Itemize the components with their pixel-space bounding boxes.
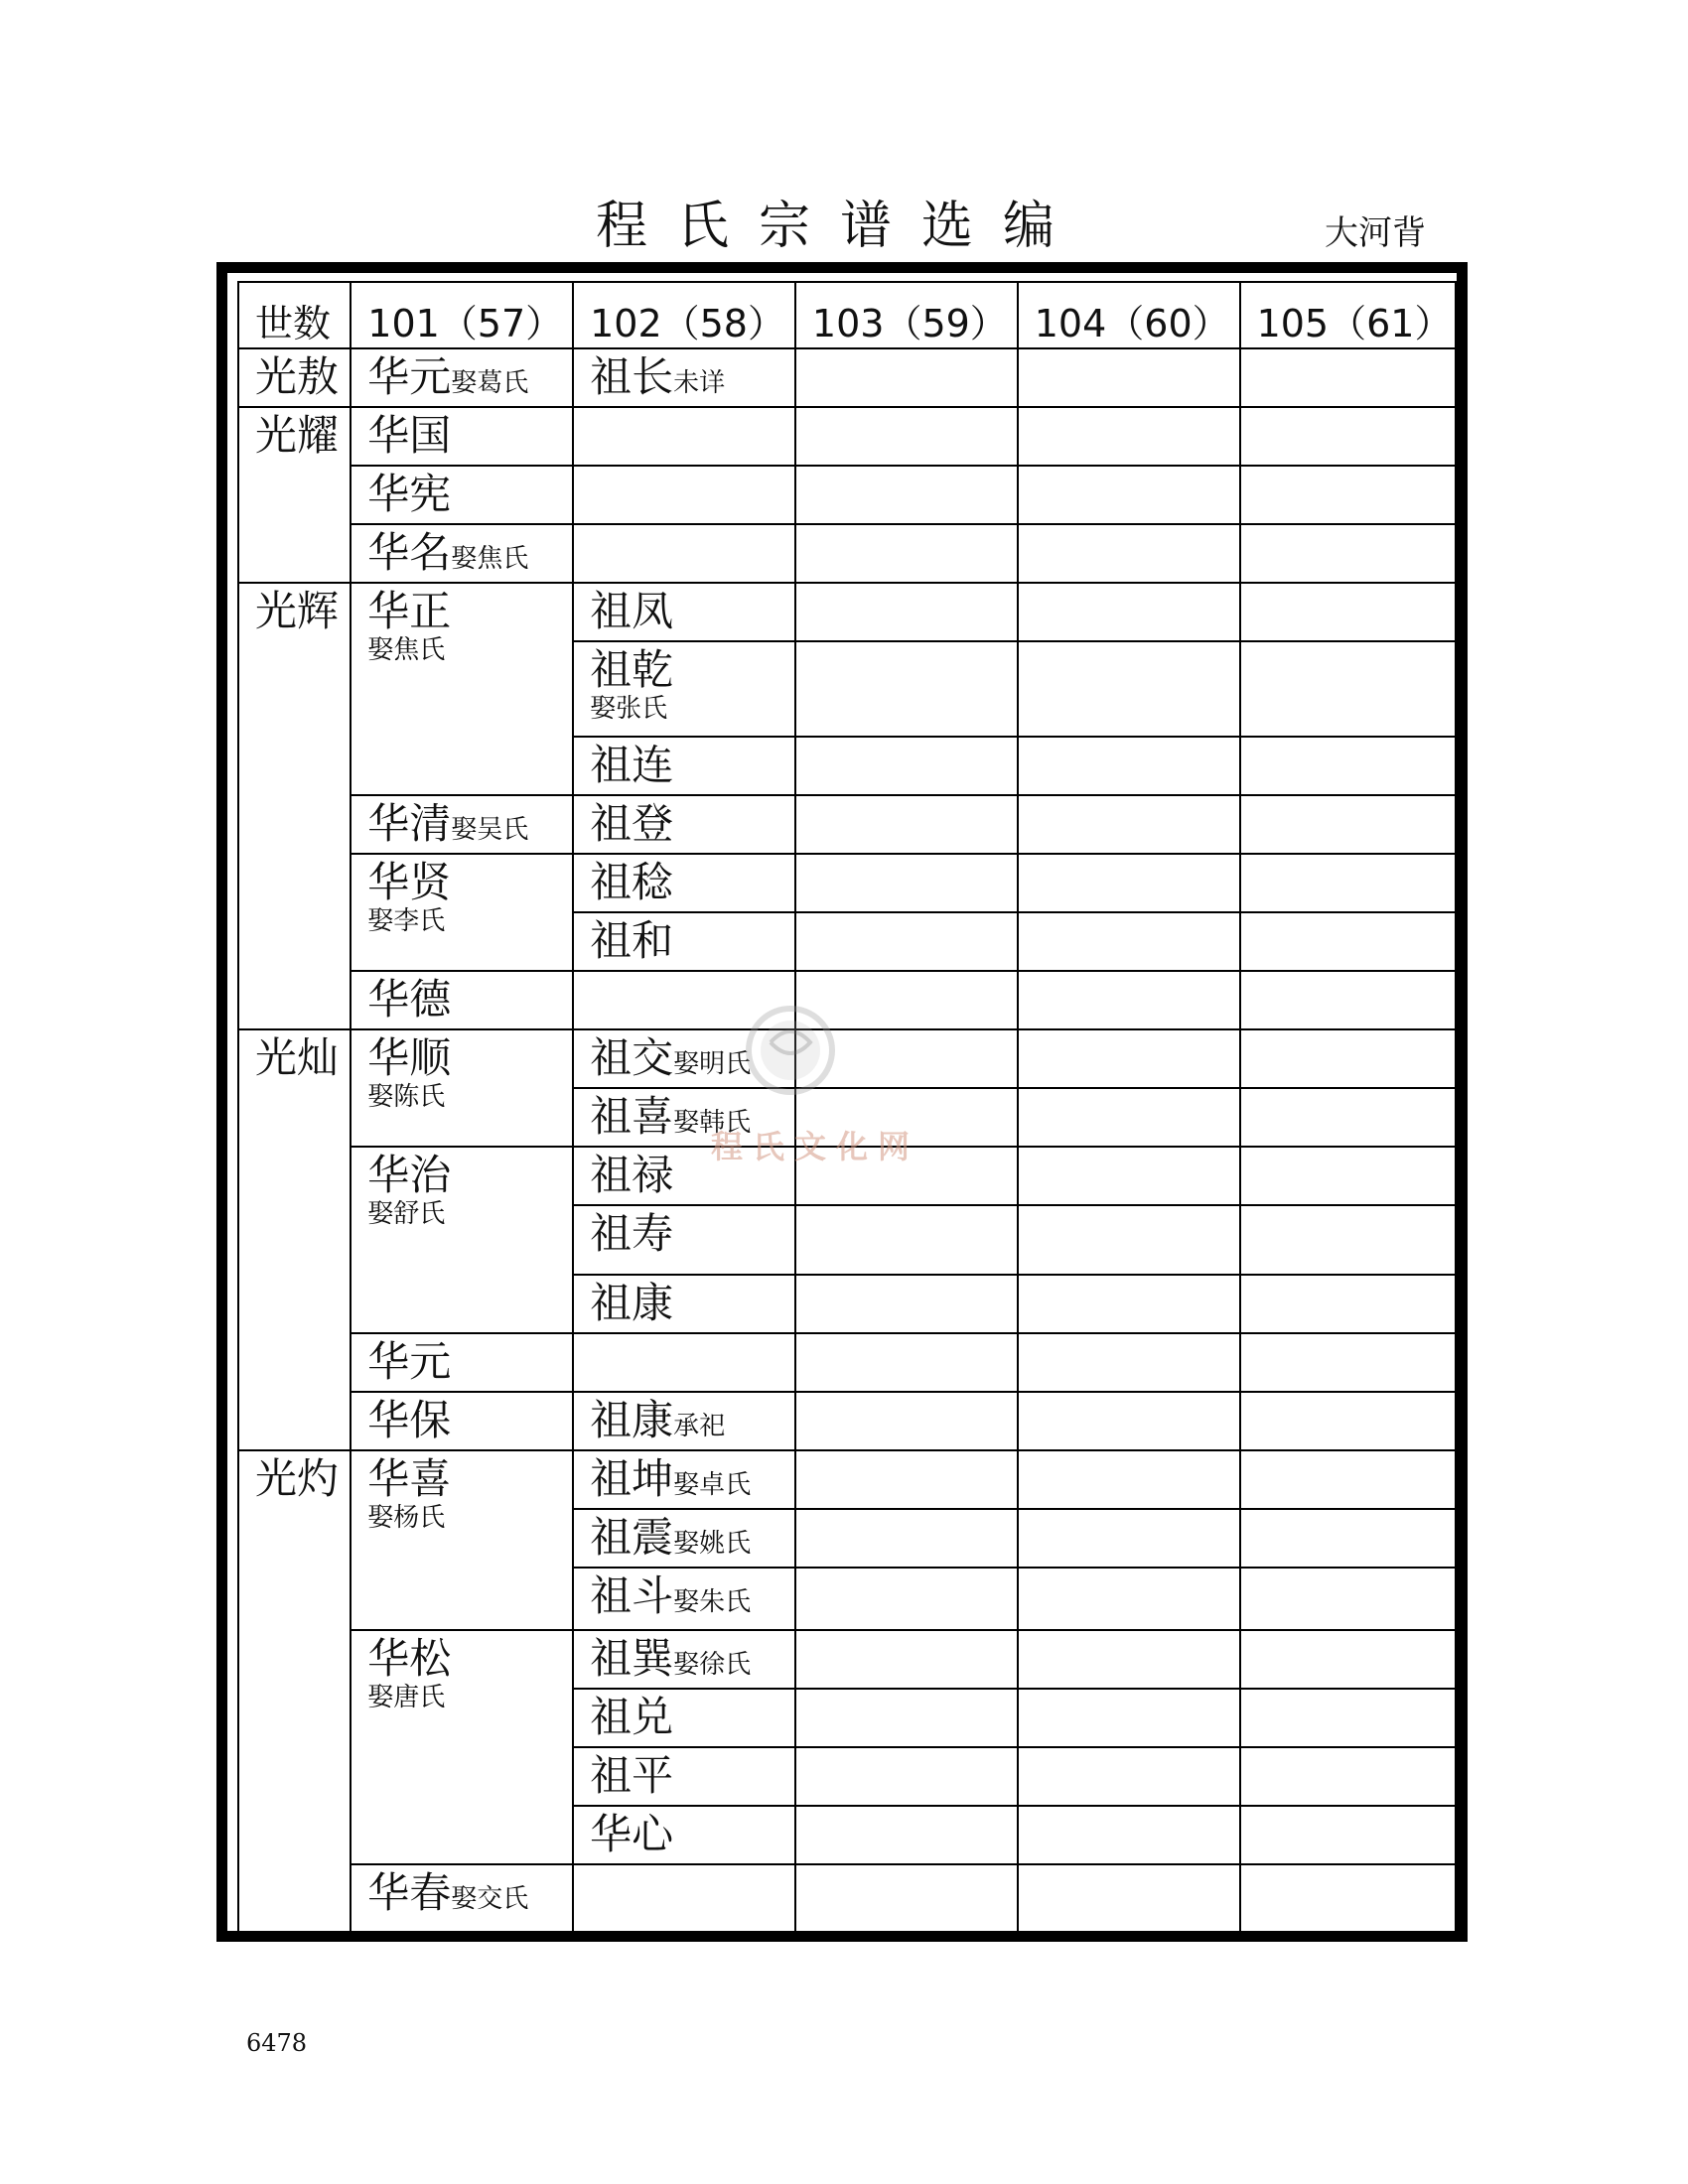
son-cell (573, 1806, 795, 1864)
father-cell (351, 1630, 573, 1864)
empty-cell (1240, 1450, 1456, 1509)
empty-cell (1018, 583, 1240, 641)
empty-cell (1018, 348, 1240, 407)
table-row (238, 795, 1456, 854)
empty-cell (795, 348, 1018, 407)
empty-cell (1018, 641, 1240, 737)
header-cell: 101（57） (351, 282, 573, 348)
empty-cell (795, 1509, 1018, 1568)
table-row (238, 1029, 1456, 1088)
empty-cell (795, 1630, 1018, 1689)
header-cell: 105（61） (1240, 282, 1456, 348)
empty-cell (1240, 1747, 1456, 1806)
person-name: 祖坤 (590, 1454, 674, 1503)
father-cell (351, 583, 573, 795)
son-cell (573, 407, 795, 466)
empty-cell (1018, 1568, 1240, 1630)
father-cell (351, 1147, 573, 1333)
empty-cell (1240, 583, 1456, 641)
person-name: 祖和 (590, 916, 674, 965)
person-name: 祖凤 (590, 587, 674, 635)
empty-cell (795, 1392, 1018, 1450)
table-row (238, 971, 1456, 1029)
header-row (238, 282, 1456, 348)
empty-cell (1240, 737, 1456, 795)
empty-cell (795, 524, 1018, 583)
empty-cell (1018, 737, 1240, 795)
son-cell (573, 737, 795, 795)
son-cell (573, 1029, 795, 1088)
father-cell (351, 407, 573, 466)
empty-cell (1240, 1147, 1456, 1205)
empty-cell (795, 1275, 1018, 1333)
generation-name: 光灿 (255, 1033, 340, 1082)
spouse-note: 娶交氏 (451, 1884, 529, 1914)
person-name: 华正 (367, 587, 452, 635)
spouse-note: 娶焦氏 (451, 544, 529, 574)
empty-cell (1240, 1509, 1456, 1568)
person-name: 祖长 (590, 352, 674, 401)
empty-cell (795, 971, 1018, 1029)
empty-cell (1018, 1450, 1240, 1509)
empty-cell (1018, 1630, 1240, 1689)
empty-cell (795, 912, 1018, 971)
person-name: 华德 (367, 975, 452, 1024)
empty-cell (1018, 854, 1240, 912)
header-cell: 102（58） (573, 282, 795, 348)
empty-cell (1018, 1147, 1240, 1205)
empty-cell (1018, 407, 1240, 466)
empty-cell (1018, 466, 1240, 524)
spouse-note: 娶舒氏 (367, 1199, 446, 1229)
table-row (238, 407, 1456, 466)
person-name: 祖禄 (590, 1151, 674, 1199)
genealogy-frame-inner (227, 273, 1457, 1931)
person-name: 祖斗 (590, 1571, 674, 1620)
table-row (238, 466, 1456, 524)
father-cell (351, 1333, 573, 1392)
son-cell (573, 1275, 795, 1333)
father-cell (351, 524, 573, 583)
empty-cell (795, 795, 1018, 854)
table-row (238, 524, 1456, 583)
spouse-note: 娶明氏 (673, 1049, 752, 1079)
empty-cell (1240, 1689, 1456, 1747)
spouse-note: 承祀 (673, 1412, 726, 1441)
empty-cell (1240, 1029, 1456, 1088)
empty-cell (1240, 1806, 1456, 1864)
generation-name: 光耀 (255, 411, 340, 460)
person-name: 祖寿 (590, 1209, 674, 1258)
table-row (238, 1333, 1456, 1392)
person-name: 祖震 (590, 1513, 674, 1562)
empty-cell (1240, 854, 1456, 912)
empty-cell (1018, 524, 1240, 583)
empty-cell (1240, 641, 1456, 737)
empty-cell (1240, 466, 1456, 524)
table-row (238, 1864, 1456, 1937)
empty-cell (1240, 1392, 1456, 1450)
person-name: 祖乾 (590, 645, 674, 694)
empty-cell (1240, 795, 1456, 854)
empty-cell (1018, 1747, 1240, 1806)
person-name: 华喜 (367, 1454, 452, 1503)
empty-cell (1240, 1630, 1456, 1689)
genealogy-table (237, 281, 1457, 1938)
son-cell (573, 1088, 795, 1147)
son-cell (573, 583, 795, 641)
generation-cell (238, 348, 351, 407)
empty-cell (795, 466, 1018, 524)
empty-cell (795, 1689, 1018, 1747)
person-name: 祖康 (590, 1279, 674, 1327)
person-name: 华心 (590, 1810, 674, 1858)
empty-cell (1240, 1864, 1456, 1937)
empty-cell (1240, 1333, 1456, 1392)
generation-cell (238, 407, 351, 583)
person-name: 华松 (367, 1634, 452, 1683)
father-cell (351, 1029, 573, 1147)
empty-cell (795, 1205, 1018, 1275)
son-cell (573, 795, 795, 854)
empty-cell (1018, 1864, 1240, 1937)
father-cell (351, 348, 573, 407)
son-cell (573, 1333, 795, 1392)
spouse-note: 娶韩氏 (673, 1108, 752, 1138)
spouse-note: 娶卓氏 (673, 1470, 752, 1500)
son-cell (573, 1864, 795, 1937)
empty-cell (1018, 1392, 1240, 1450)
empty-cell (1018, 1029, 1240, 1088)
father-cell (351, 795, 573, 854)
empty-cell (795, 583, 1018, 641)
empty-cell (1018, 1275, 1240, 1333)
son-cell (573, 466, 795, 524)
empty-cell (1018, 795, 1240, 854)
spouse-note: 娶李氏 (367, 906, 446, 936)
table-row (238, 1392, 1456, 1450)
spouse-note: 娶陈氏 (367, 1082, 446, 1112)
empty-cell (795, 1088, 1018, 1147)
watermark-text: 程氏文化网 (711, 1128, 920, 1165)
empty-cell (795, 1806, 1018, 1864)
generation-cell (238, 583, 351, 1029)
empty-cell (795, 1864, 1018, 1937)
spouse-note: 娶张氏 (590, 694, 668, 724)
empty-cell (795, 1029, 1018, 1088)
genealogy-frame (216, 262, 1468, 1942)
empty-cell (1018, 1088, 1240, 1147)
empty-cell (1018, 1205, 1240, 1275)
empty-cell (795, 1450, 1018, 1509)
person-name: 华元 (367, 1337, 452, 1386)
table-row (238, 1630, 1456, 1689)
header-cell: 103（59） (795, 282, 1018, 348)
table-row (238, 1450, 1456, 1509)
empty-cell (795, 1333, 1018, 1392)
son-cell (573, 971, 795, 1029)
spouse-note: 娶葛氏 (451, 368, 529, 398)
spouse-note: 娶焦氏 (367, 635, 446, 665)
table-row (238, 583, 1456, 641)
person-name: 华顺 (367, 1033, 452, 1082)
spouse-note: 娶姚氏 (673, 1529, 752, 1559)
empty-cell (1018, 912, 1240, 971)
empty-cell (1018, 1689, 1240, 1747)
table-row (238, 854, 1456, 912)
empty-cell (1240, 407, 1456, 466)
person-name: 华保 (367, 1396, 452, 1444)
person-name: 祖登 (590, 799, 674, 848)
empty-cell (795, 407, 1018, 466)
empty-cell (1240, 912, 1456, 971)
person-name: 祖稔 (590, 858, 674, 906)
son-cell (573, 1205, 795, 1275)
spouse-note: 娶徐氏 (673, 1650, 752, 1680)
empty-cell (795, 1568, 1018, 1630)
father-cell (351, 1864, 573, 1937)
spouse-note: 娶唐氏 (367, 1683, 446, 1712)
person-name: 华清 (367, 799, 452, 848)
spouse-note: 娶杨氏 (367, 1503, 446, 1533)
empty-cell (795, 641, 1018, 737)
page-number: 6478 (246, 2029, 308, 2057)
person-name: 祖连 (590, 741, 674, 789)
person-name: 祖交 (590, 1033, 674, 1082)
spouse-note: 娶朱氏 (673, 1587, 752, 1617)
person-name: 华春 (367, 1868, 452, 1917)
empty-cell (1240, 348, 1456, 407)
person-name: 祖康 (590, 1396, 674, 1444)
father-cell (351, 1450, 573, 1630)
empty-cell (1240, 1275, 1456, 1333)
son-cell (573, 1630, 795, 1689)
son-cell (573, 1509, 795, 1568)
empty-cell (1018, 1806, 1240, 1864)
empty-cell (795, 1747, 1018, 1806)
father-cell (351, 971, 573, 1029)
generation-name: 光敖 (255, 352, 340, 401)
empty-cell (1018, 971, 1240, 1029)
spouse-note: 娶吴氏 (451, 815, 529, 845)
empty-cell (1018, 1509, 1240, 1568)
empty-cell (1240, 1088, 1456, 1147)
generation-name: 光辉 (255, 587, 340, 635)
son-cell (573, 912, 795, 971)
son-cell (573, 1450, 795, 1509)
empty-cell (795, 1147, 1018, 1205)
empty-cell (1018, 1333, 1240, 1392)
person-name: 祖喜 (590, 1092, 674, 1141)
person-name: 华国 (367, 411, 452, 460)
father-cell (351, 1392, 573, 1450)
table-row (238, 1147, 1456, 1205)
table-row (238, 348, 1456, 407)
person-name: 祖兑 (590, 1693, 674, 1741)
father-cell (351, 854, 573, 971)
person-name: 华宪 (367, 470, 452, 518)
son-cell (573, 1747, 795, 1806)
header-cell: 104（60） (1018, 282, 1240, 348)
generation-cell (238, 1029, 351, 1450)
empty-cell (795, 854, 1018, 912)
header-cell: 世数 (238, 282, 351, 348)
generation-cell (238, 1450, 351, 1937)
person-name: 华元 (367, 352, 452, 401)
empty-cell (1240, 971, 1456, 1029)
empty-cell (1240, 1205, 1456, 1275)
empty-cell (795, 737, 1018, 795)
person-name: 华贤 (367, 858, 452, 906)
page-title: 程氏宗谱选编 (596, 197, 1085, 256)
empty-cell (1240, 1568, 1456, 1630)
son-cell (573, 348, 795, 407)
father-cell (351, 466, 573, 524)
person-name: 华名 (367, 528, 452, 577)
branch-name: 大河背 (1325, 213, 1426, 253)
person-name: 祖平 (590, 1751, 674, 1800)
son-cell (573, 854, 795, 912)
person-name: 祖巽 (590, 1634, 674, 1683)
son-cell (573, 1568, 795, 1630)
empty-cell (1240, 524, 1456, 583)
son-cell (573, 1689, 795, 1747)
son-cell (573, 1392, 795, 1450)
son-cell (573, 641, 795, 737)
son-cell (573, 1147, 795, 1205)
person-name: 华治 (367, 1151, 452, 1199)
spouse-note: 未详 (673, 368, 726, 398)
generation-name: 光灼 (255, 1454, 340, 1503)
son-cell (573, 524, 795, 583)
